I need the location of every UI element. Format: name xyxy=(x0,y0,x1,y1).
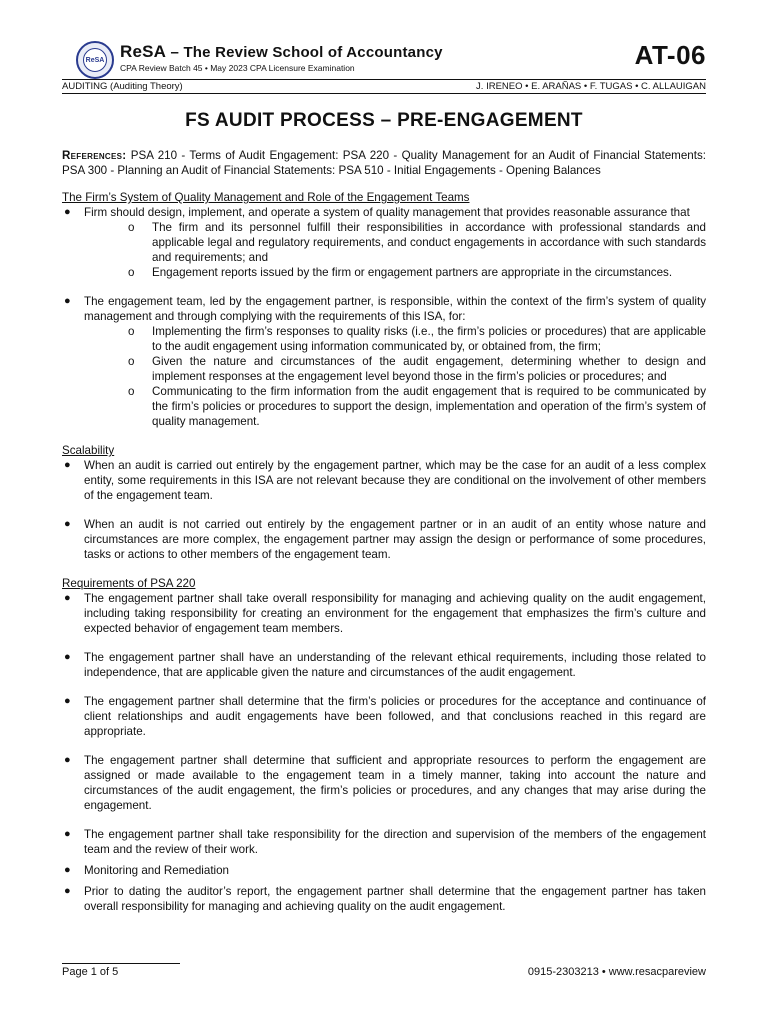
footer-contact: 0915-2303213 • www.resacpareview xyxy=(527,966,706,978)
section-heading-scalability: Scalability xyxy=(62,444,115,457)
list-item: ● Prior to dating the auditor’s report, the engagement partner shall determine that the engagement partner has taken overall responsibility for managing and achieving quality on the audit engagement. xyxy=(64,885,706,913)
page-title: FS AUDIT PROCESS – PRE-ENGAGEMENT xyxy=(185,110,583,131)
list-item: ● The engagement partner shall determine that the firm’s policies or procedures for the acceptance and continuance of client relationships and audit engagements have been followed, and that conclusions reached in this regard are appropriate. xyxy=(64,695,706,738)
sub-list-item: o Given the nature and circumstances of the audit engagement, determining whether to design and implement responses at the engagement level beyond those in the firm’s policies or procedures; and xyxy=(128,355,706,383)
footer-rule xyxy=(62,963,180,964)
header-rule-bottom xyxy=(62,93,706,94)
section-heading-quality: The Firm’s System of Quality Management and Role of the Engagement Teams xyxy=(62,191,470,204)
batch-line: CPA Review Batch 45 • May 2023 CPA Licensure Examination xyxy=(120,63,355,73)
sub-list xyxy=(84,220,706,280)
sub-list-item: o Engagement reports issued by the firm or engagement partners are appropriate in the circumstances. xyxy=(128,266,673,279)
list-item: ● The engagement team, led by the engagement partner, is responsible, within the context of the firm’s system of quality management and through complying with the requirements of this ISA, for: o Implementing the firm’s responses to quality risks (i.e., the firm’s policies or procedures) that are applicable to the audit engagement using information communicated by, or obtained from, the firm; o Given the nature and circumstances of the audit engagement, determining whether to design and implement responses at the engagement level beyond those in the firm’s policies or procedures; and o Communicating to the firm information from the audit engagement that is required to be communicated by the firm’s policies or procedures to support the design, implementation and operation of the firm’s system of quality management. xyxy=(64,295,706,428)
sub-list xyxy=(84,324,706,429)
page-number: Page 1 of 5 xyxy=(62,966,119,978)
authors-line: J. IRENEO • E. ARAÑAS • F. TUGAS • C. ALLAUIGAN xyxy=(476,81,706,92)
scalability-list xyxy=(62,458,706,562)
list-item: ● Firm should design, implement, and operate a system of quality management that provides reasonable assurance that o The firm and its personnel fulfill their responsibilities in accordance with professional standards and applicable legal and regulatory requirements, and conduct engagements in accordance with such standards and requirements; and o Engagement reports issued by the firm or engagement partners are appropriate in the circumstances. xyxy=(64,206,706,279)
list-item: ● The engagement partner shall have an understanding of the relevant ethical requirements, including those related to independence, that are applicable given the nature and circumstances of the audit engagement. xyxy=(64,651,706,679)
requirements-list xyxy=(62,591,706,914)
header-rule-top xyxy=(62,79,706,80)
list-item: ● When an audit is carried out entirely by the engagement partner, which may be the case for an audit of a less complex entity, some requirements in this ISA are not relevant because they are conditional on the involvement of other members of the engagement team. xyxy=(64,459,706,502)
list-item: ● The engagement partner shall take responsibility for the direction and supervision of the members of the engagement team and the review of their work. xyxy=(64,828,706,856)
quality-list xyxy=(62,205,706,429)
list-item: ● The engagement partner shall determine that sufficient and appropriate resources to perform the engagement are assigned or made available to the engagement team in a timely manner, taking into account the nature and circumstances of the audit engagement, the firm’s policies or procedures, and any changes that may arise during the engagement. xyxy=(64,754,706,812)
document-body xyxy=(62,148,706,914)
list-item: ● Monitoring and Remediation xyxy=(64,864,230,877)
references xyxy=(62,148,706,178)
references-label: References: xyxy=(62,149,127,162)
school-brand: ReSA xyxy=(120,42,167,61)
list-item: ● When an audit is not carried out entirely by the engagement partner or in an audit of an entity whose nature and circumstances are more complex, the engagement partner may assign the design or performance of some procedures, tasks or actions to other members of the engagement team. xyxy=(64,518,706,561)
resa-logo: ReSA xyxy=(76,41,114,79)
section-heading-requirements: Requirements of PSA 220 xyxy=(62,577,196,590)
subject-line: AUDITING (Auditing Theory) xyxy=(62,81,183,92)
document-code: AT-06 xyxy=(634,40,706,70)
references-text: PSA 210 - Terms of Audit Engagement: PSA 220 - Quality Management for an Audit of Financial Statements: PSA 300 - Planning an Audit of Financial Statements: PSA 510 - Initial Engagements - Opening Balances xyxy=(62,149,706,177)
school-full-name: – The Review School of Accountancy xyxy=(170,44,443,61)
school-name xyxy=(120,42,443,62)
list-item: ● The engagement partner shall take overall responsibility for managing and achieving quality on the audit engagement, including taking responsibility for creating an environment for the engagement that emphasizes the firm’s culture and expected behavior of engagement team members. xyxy=(64,592,706,635)
sub-list-item: o Implementing the firm’s responses to quality risks (i.e., the firm’s policies or procedures) that are applicable to the audit engagement using information communicated by, or obtained from, the firm; xyxy=(128,325,706,353)
sub-list-item: o Communicating to the firm information from the audit engagement that is required to be communicated by the firm’s policies or procedures to support the design, implementation and operation of the firm’s system of quality management. xyxy=(128,385,706,428)
sub-list-item: o The firm and its personnel fulfill their responsibilities in accordance with professional standards and applicable legal and regulatory requirements, and conduct engagements in accordance with such standards and requirements; and xyxy=(128,221,706,264)
